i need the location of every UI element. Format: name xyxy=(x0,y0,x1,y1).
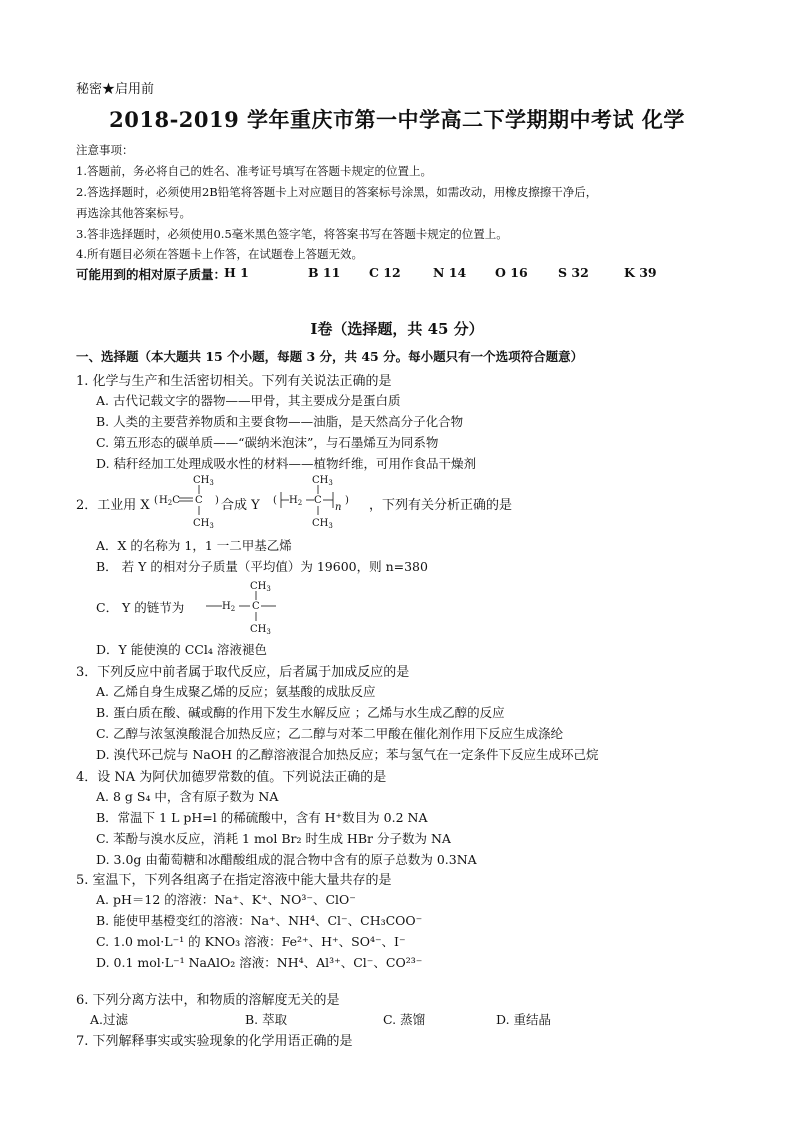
question-6-option: A.过滤 xyxy=(90,1012,129,1027)
question-4-option: B．常温下 1 L pH=l 的稀硫酸中，含有 H⁺数目为 0.2 NA xyxy=(96,810,428,825)
question-1-option: A. 古代记载文字的器物——甲骨，其主要成分是蛋白质 xyxy=(96,393,401,408)
question-2-stem-part: 2．工业用 X xyxy=(76,498,150,513)
question-7-stem: 7. 下列解释事实或实验现象的化学用语正确的是 xyxy=(76,1034,353,1049)
question-6-option: D. 重结晶 xyxy=(496,1012,552,1027)
question-5-option: A. pH＝12 的溶液：Na⁺、K⁺、NO³⁻、ClO⁻ xyxy=(96,892,356,907)
question-1-stem: 1. 化学与生产和生活密切相关。下列有关说法正确的是 xyxy=(76,374,392,389)
svg-text:C: C xyxy=(314,495,322,506)
question-1-option: C. 第五形态的碳单质——“碳纳米泡沫”，与石墨烯互为同系物 xyxy=(96,435,439,450)
notice-item: 4.所有题目必须在答题卡上作答，在试题卷上答题无效。 xyxy=(76,247,363,261)
question-6-option: B. 萃取 xyxy=(245,1012,288,1027)
atomic-mass: H 1 xyxy=(224,265,249,280)
svg-text:(: ( xyxy=(273,495,277,506)
question-4-option: D. 3.0g 由葡萄糖和冰醋酸组成的混合物中含有的原子总数为 0.3NA xyxy=(96,852,477,867)
svg-text:): ) xyxy=(215,495,219,506)
volume-title: Ⅰ卷（选择题，共 45 分） xyxy=(310,320,484,338)
question-5-option: C. 1.0 mol·L⁻¹ 的 KNO₃ 溶液：Fe²⁺、H⁺、SO⁴⁻、I⁻ xyxy=(96,934,406,949)
atomic-mass: B 11 xyxy=(308,265,341,280)
question-4-stem: 4．设 NA 为阿伏加德罗常数的值。下列说法正确的是 xyxy=(76,770,387,785)
atomic-mass: S 32 xyxy=(558,265,589,280)
notice-item: 2.答选择题时，必须使用2B铅笔将答题卡上对应题目的答案标号涂黑，如需改动，用橡皮擦擦干净后， xyxy=(76,185,598,199)
notice-item: 再选涂其他答案标号。 xyxy=(76,206,191,220)
question-4-option: A. 8 g S₄ 中，含有原子数为 NA xyxy=(96,789,279,804)
polymer-y-structure xyxy=(273,472,369,532)
svg-text:H2C: $H_2C$ xyxy=(159,495,180,507)
svg-text:CH3: $CH_3$ xyxy=(193,518,214,530)
question-1-option: B. 人类的主要营养物质和主要食物——油脂，是天然高分子化合物 xyxy=(96,414,464,429)
question-1-option: D. 秸秆经加工处理成吸水性的材料——植物纤维，可用作食品干燥剂 xyxy=(96,456,477,471)
question-2-option: B． 若 Y 的相对分子质量（平均值）为 19600，则 n=380 xyxy=(96,559,428,574)
svg-text:CH3: $CH_3$ xyxy=(250,624,271,636)
question-5-stem: 5. 室温下，下列各组离子在指定溶液中能大量共存的是 xyxy=(76,873,392,888)
atomic-masses-label: 可能用到的相对原子质量： xyxy=(76,267,227,282)
svg-text:H2: $H_2$ xyxy=(289,495,303,507)
question-3-option: A. 乙烯自身生成聚乙烯的反应；氨基酸的成肽反应 xyxy=(96,684,376,699)
question-6-stem: 6. 下列分离方法中，和物质的溶解度无关的是 xyxy=(76,993,340,1008)
svg-text:): ) xyxy=(345,495,349,506)
question-3-option: B. 蛋白质在酸、碱或酶的作用下发生水解反应 ；乙烯与水生成乙醇的反应 xyxy=(96,705,505,720)
notice-item: 3.答非选择题时，必须使用0.5毫米黑色签字笔，将答案书写在答题卡规定的位置上。 xyxy=(76,227,508,241)
section-title: 一、选择题（本大题共 15 个小题，每题 3 分，共 45 分。每小题只有一个选项符合题意） xyxy=(76,349,584,364)
svg-text:n: n xyxy=(335,502,342,513)
molecule-x-structure xyxy=(153,472,221,532)
svg-text:C: C xyxy=(252,601,260,612)
atomic-mass: N 14 xyxy=(433,265,467,280)
question-2-stem-part: 合成 Y xyxy=(221,498,260,513)
notice-item: 1.答题前，务必将自己的姓名、准考证号填写在答题卡规定的位置上。 xyxy=(76,164,432,178)
question-5-option: B. 能使甲基橙变红的溶液：Na⁺、NH⁴、Cl⁻、CH₃COO⁻ xyxy=(96,913,423,928)
confidential-label: 秘密★启用前 xyxy=(76,82,155,97)
svg-text:C: C xyxy=(195,495,203,506)
atomic-mass: K 39 xyxy=(624,265,657,280)
atomic-mass: O 16 xyxy=(495,265,528,280)
question-2-stem-part: ，下列有关分析正确的是 xyxy=(369,498,513,513)
question-4-option: C. 苯酚与溴水反应，消耗 1 mol Br₂ 时生成 HBr 分子数为 NA xyxy=(96,831,451,846)
question-2-option: D．Y 能使溴的 CCl₄ 溶液褪色 xyxy=(96,642,267,657)
svg-text:CH3: $CH_3$ xyxy=(193,475,214,487)
svg-text:CH3: $CH_3$ xyxy=(312,475,333,487)
question-5-option: D. 0.1 mol·L⁻¹ NaAlO₂ 溶液：NH⁴、Al³⁺、Cl⁻、CO²³⁻ xyxy=(96,955,423,970)
question-3-option: D. 溴代环己烷与 NaOH 的乙醇溶液混合加热反应；苯与氢气在一定条件下反应生成环己烷 xyxy=(96,747,599,762)
svg-text:(: ( xyxy=(154,495,158,506)
notice-heading: 注意事项： xyxy=(76,143,134,157)
question-2-option: C． Y 的链节为 xyxy=(96,600,185,615)
svg-text:CH3: $CH_3$ xyxy=(250,581,271,593)
question-6-option: C. 蒸馏 xyxy=(383,1012,426,1027)
chain-unit-structure xyxy=(202,578,282,638)
question-3-stem: 3．下列反应中前者属于取代反应，后者属于加成反应的是 xyxy=(76,665,410,680)
question-2-option: A．X 的名称为 1，1 一二甲基乙烯 xyxy=(96,538,292,553)
exam-title: 2018-2019 学年重庆市第一中学高二下学期期中考试 化学 xyxy=(109,107,685,132)
svg-text:CH3: $CH_3$ xyxy=(312,518,333,530)
question-3-option: C. 乙醇与浓氢溴酸混合加热反应；乙二醇与对苯二甲酸在催化剂作用下反应生成涤纶 xyxy=(96,726,564,741)
atomic-mass: C 12 xyxy=(369,265,401,280)
svg-text:H2: $H_2$ xyxy=(222,601,236,613)
